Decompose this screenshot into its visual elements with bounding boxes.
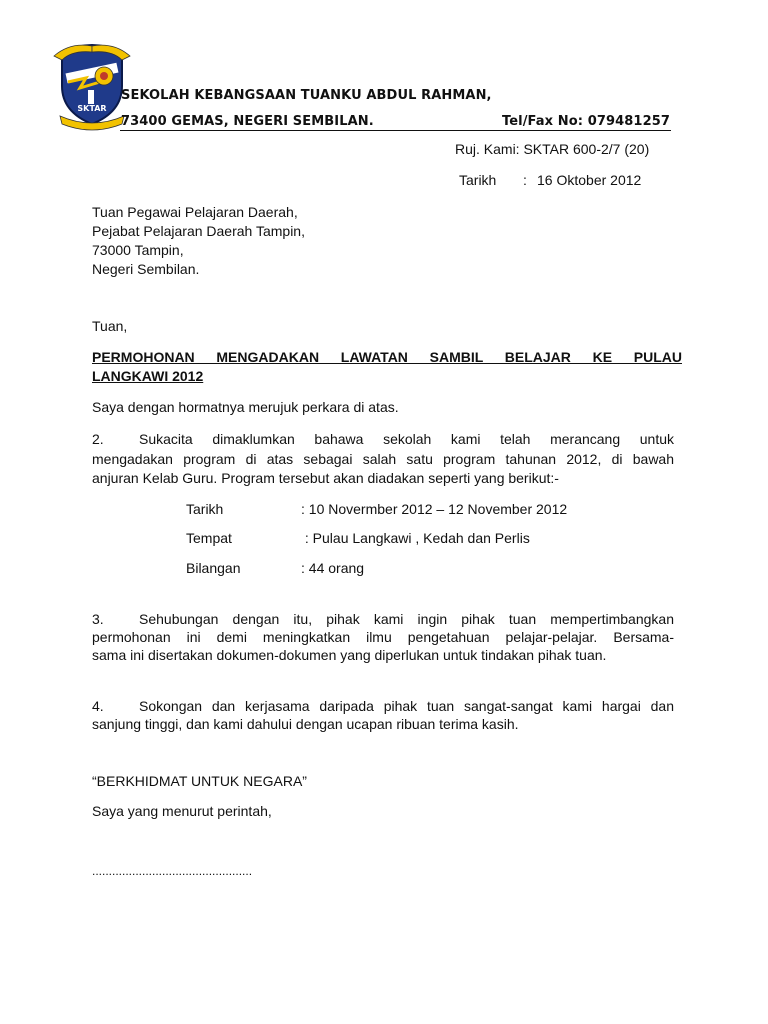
detail-value: : 10 Novermber 2012 – 12 November 2012 [301,501,568,517]
date-value: 16 Oktober 2012 [537,172,642,188]
paragraph-3-number: 3. [92,611,104,627]
closing: Saya yang menurut perintah, [92,803,272,819]
detail-row [186,559,364,578]
date-separator: : [523,172,527,188]
logo-text: SKTAR [77,104,107,113]
recipient-line-4: Negeri Sembilan. [92,261,200,277]
recipient-line-2: Pejabat Pelajaran Daerah Tampin, [92,223,305,239]
paragraph-1: Saya dengan hormatnya merujuk perkara di atas. [92,399,399,415]
date-label: Tarikh [459,172,497,188]
recipient-line-3: 73000 Tampin, [92,242,184,258]
paragraph-2-number: 2. [92,431,104,447]
signature-line: ................................................ [92,864,253,878]
school-name: SEKOLAH KEBANGSAAN TUANKU ABDUL RAHMAN, [121,88,492,103]
detail-label: Tempat [186,530,232,546]
letterhead-rule [120,130,671,131]
telfax: Tel/Fax No: 079481257 [502,114,671,129]
detail-label: Bilangan [186,560,241,576]
paragraph-4-number: 4. [92,698,104,714]
detail-label: Tarikh [186,501,224,517]
detail-value: : 44 orang [301,560,365,576]
school-address: 73400 GEMAS, NEGERI SEMBILAN. [121,114,374,129]
motto: “BERKHIDMAT UNTUK NEGARA” [92,773,307,789]
paragraph-2-line-2: mengadakan program di atas sebagai salah satu program tahunan 2012, di bawah [92,451,674,467]
subject-line-1: PERMOHONAN MENGADAKAN LAWATAN SAMBIL BELAJAR KE PULAU [92,349,682,365]
paragraph-3-line-3: sama ini disertakan dokumen-dokumen yang diperlukan untuk tindakan pihak tuan. [92,647,607,663]
recipient-line-1: Tuan Pegawai Pelajaran Daerah, [92,204,298,220]
paragraph-4-line-1: Sokongan dan kerjasama daripada pihak tuan sangat-sangat kami hargai dan [139,698,674,714]
paragraph-2-line-1: Sukacita dimaklumkan bahawa sekolah kami telah merancang untuk [139,431,674,447]
detail-row [186,500,567,519]
reference-number: Ruj. Kami: SKTAR 600-2/7 (20) [455,141,650,157]
detail-row [186,529,530,548]
paragraph-3-line-1: Sehubungan dengan itu, pihak kami ingin pihak tuan mempertimbangkan [139,611,674,627]
paragraph-2-line-3: anjuran Kelab Guru. Program tersebut akan diadakan seperti yang berikut:- [92,470,559,486]
salutation: Tuan, [92,318,128,334]
paragraph-4-line-2: sanjung tinggi, dan kami dahului dengan ucapan ribuan terima kasih. [92,716,519,732]
detail-value: : Pulau Langkawi , Kedah dan Perlis [301,530,530,546]
subject-line-2: LANGKAWI 2012 [92,368,204,384]
paragraph-3-line-2: permohonan ini demi meningkatkan ilmu pengetahuan pelajar-pelajar. Bersama- [92,629,674,645]
